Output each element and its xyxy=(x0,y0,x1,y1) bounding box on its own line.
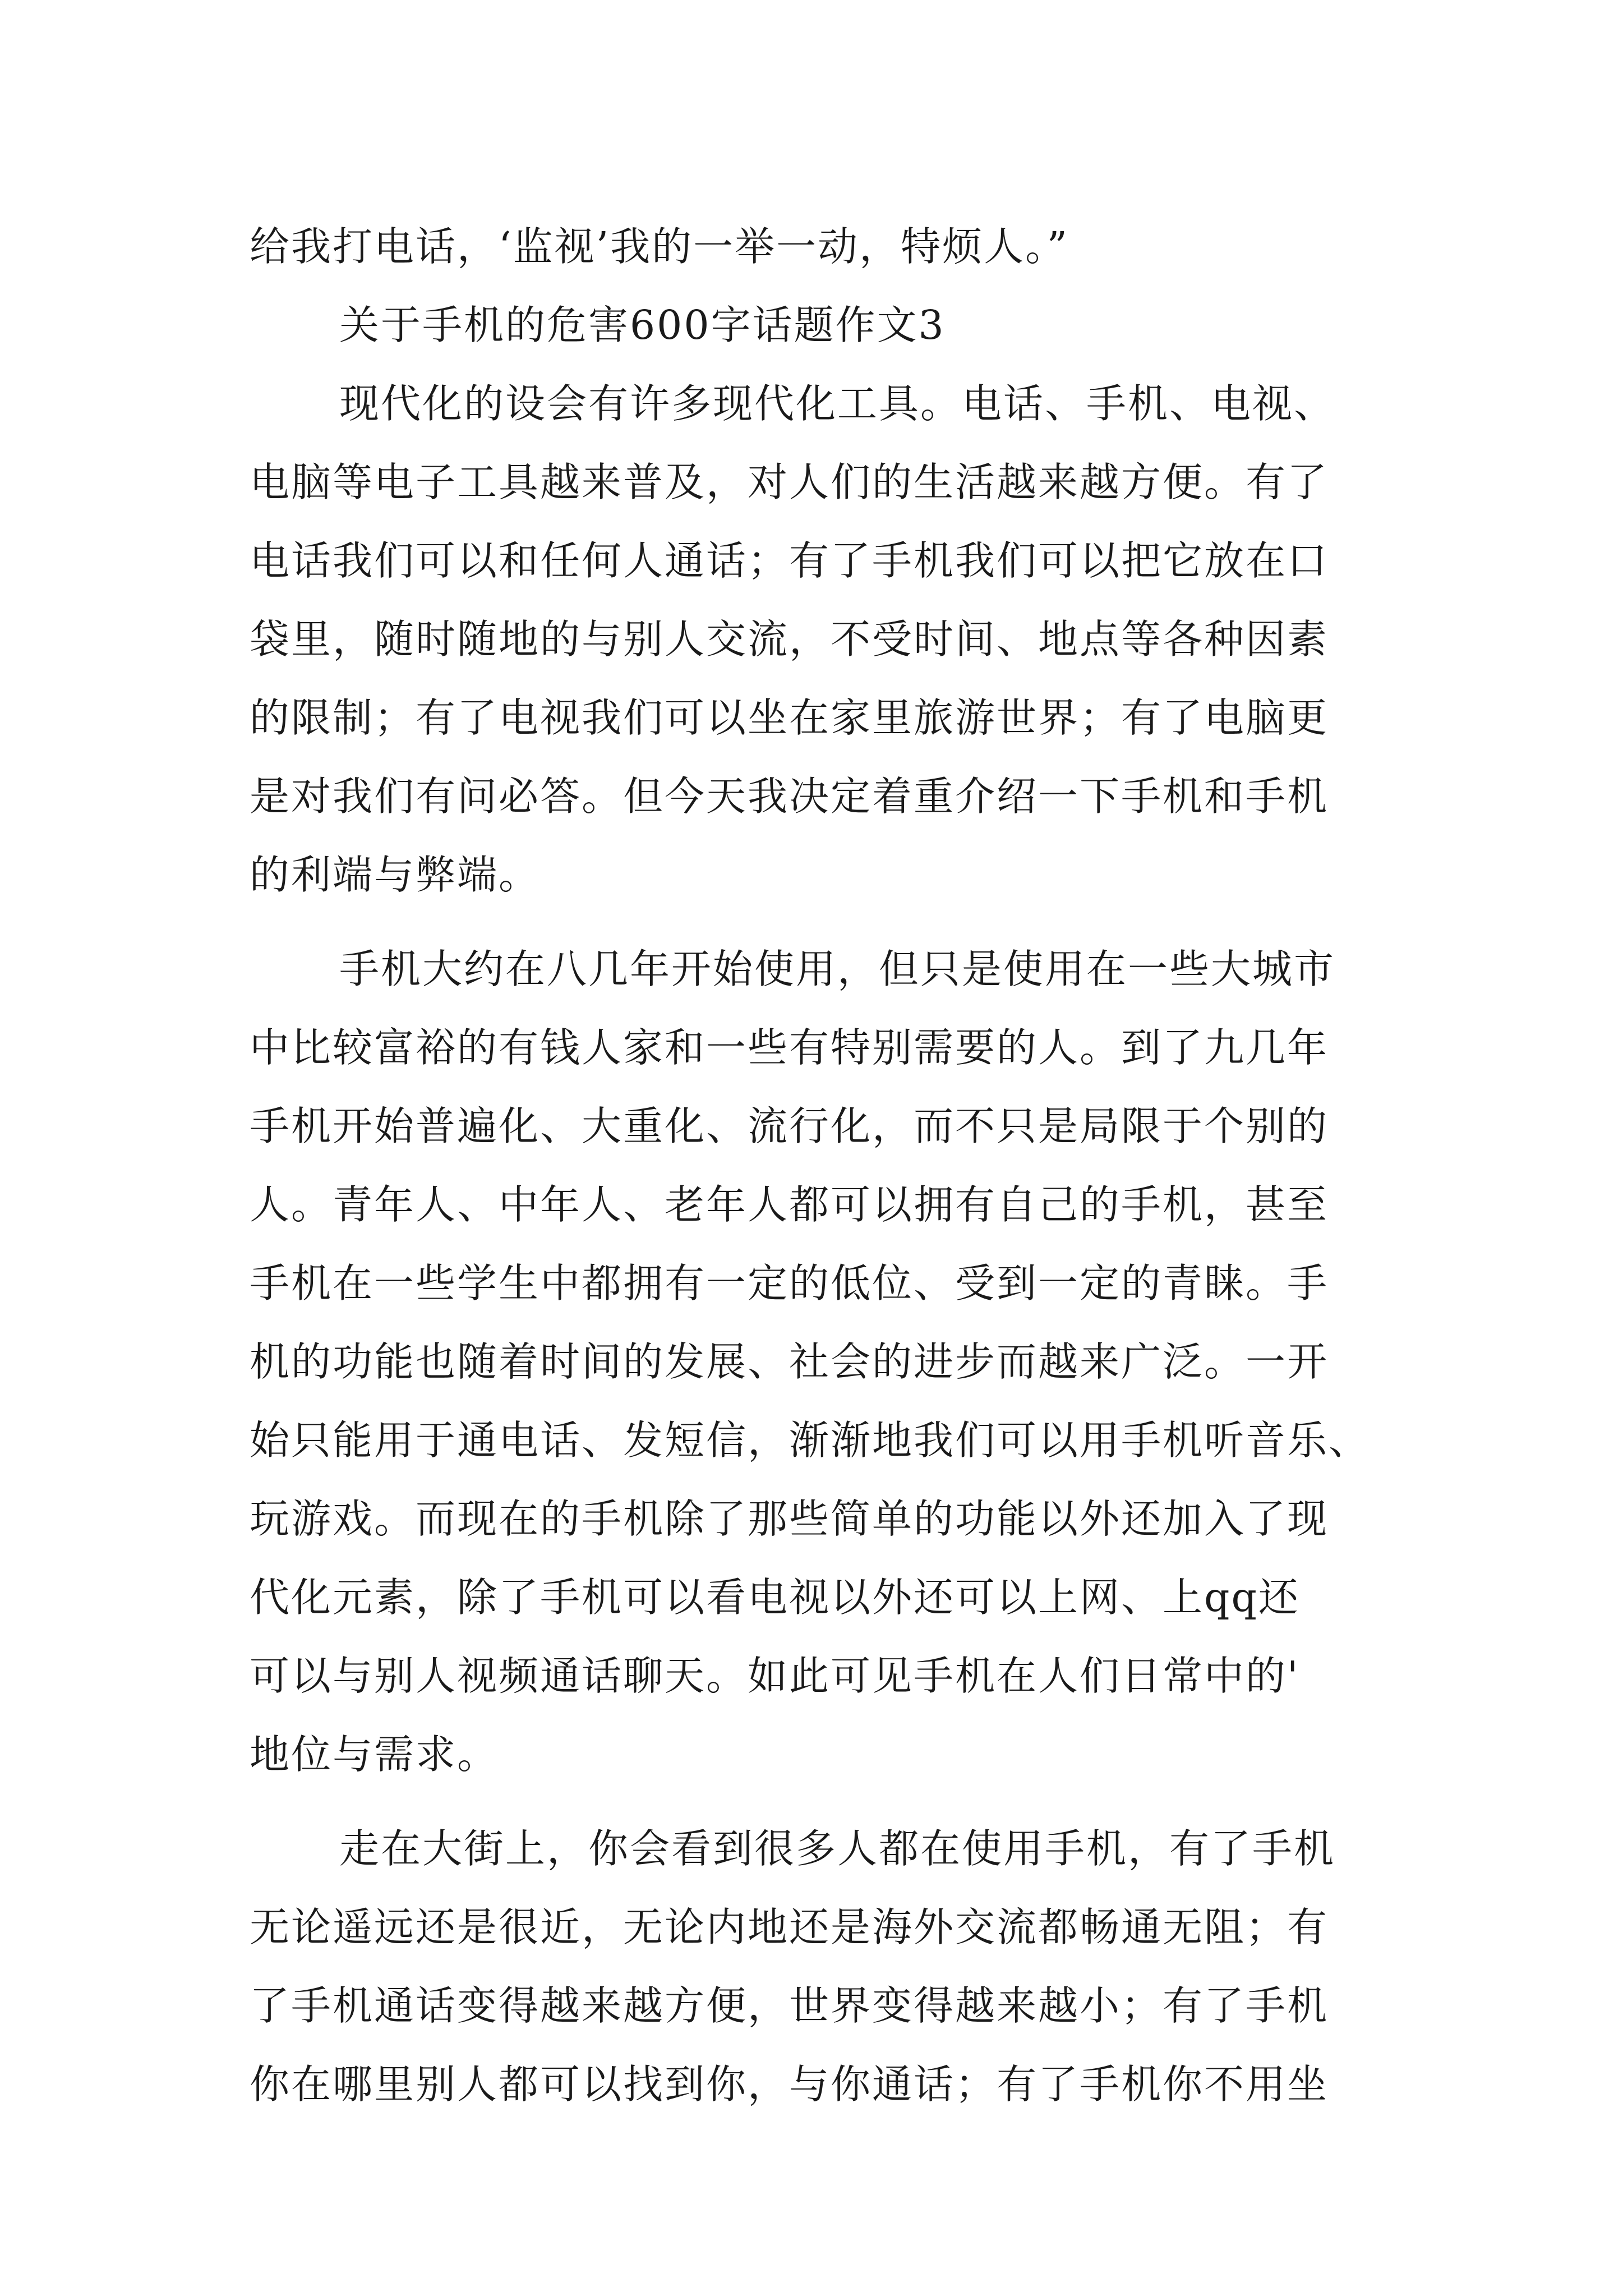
paragraph-line: 是对我们有问必答。但今天我决定着重介绍一下手机和手机 xyxy=(250,773,1329,820)
paragraph-line: 手机在一些学生中都拥有一定的低位、受到一定的青睐。手 xyxy=(250,1260,1329,1306)
paragraph-line: 玩游戏。而现在的手机除了那些简单的功能以外还加入了现 xyxy=(250,1496,1329,1542)
paragraph-line: 可以与别人视频通话聊天。如此可见手机在人们日常中的' xyxy=(250,1653,1300,1699)
paragraph-spacer xyxy=(250,914,1388,930)
paragraph-line: 手机大约在八几年开始使用，但只是使用在一些大城市 xyxy=(339,946,1336,992)
paragraph-line: 袋里，随时随地的与别人交流，不受时间、地点等各种因素 xyxy=(250,616,1329,662)
paragraph-line: 无论遥远还是很近，无论内地还是海外交流都畅通无阻；有 xyxy=(250,1904,1329,1950)
paragraph-spacer xyxy=(250,1794,1388,1810)
paragraph-1 xyxy=(250,365,1388,914)
essay-title: 关于手机的危害600字话题作文3 xyxy=(339,302,946,348)
paragraph-line: 电话我们可以和任何人通话；有了手机我们可以把它放在口 xyxy=(250,537,1329,584)
paragraph-line: 的限制；有了电视我们可以坐在家里旅游世界；有了电脑更 xyxy=(250,694,1329,741)
paragraph-line: 了手机通话变得越来越方便，世界变得越来越小；有了手机 xyxy=(250,1982,1329,2029)
paragraph-3 xyxy=(250,1810,1388,2124)
paragraph-line: 始只能用于通电话、发短信，渐渐地我们可以用手机听音乐、 xyxy=(250,1417,1371,1464)
paragraph-line: 地位与需求。 xyxy=(250,1731,499,1778)
paragraph-line: 电脑等电子工具越来普及，对人们的生活越来越方便。有了 xyxy=(250,459,1329,505)
paragraph-line: 手机开始普遍化、大重化、流行化，而不只是局限于个别的 xyxy=(250,1103,1329,1149)
paragraph-2 xyxy=(250,930,1388,1794)
document-body xyxy=(250,208,1388,2124)
paragraph-line: 的利端与弊端。 xyxy=(250,852,541,898)
paragraph-line: 中比较富裕的有钱人家和一些有特别需要的人。到了九几年 xyxy=(250,1024,1329,1071)
paragraph-line: 人。青年人、中年人、老年人都可以拥有自己的手机，甚至 xyxy=(250,1181,1329,1228)
paragraph-line: 代化元素，除了手机可以看电视以外还可以上网、上qq还 xyxy=(250,1574,1300,1621)
paragraph-line: 你在哪里别人都可以找到你，与你通话；有了手机你不用坐 xyxy=(250,2061,1329,2108)
paragraph-line: 走在大街上，你会看到很多人都在使用手机，有了手机 xyxy=(339,1825,1336,1872)
intro-line: 给我打电话，‘监视’我的一举一动，特烦人。” xyxy=(250,223,1069,270)
paragraph-line: 现代化的设会有许多现代化工具。电话、手机、电视、 xyxy=(339,380,1336,427)
paragraph-line: 机的功能也随着时间的发展、社会的进步而越来广泛。一开 xyxy=(250,1338,1329,1385)
